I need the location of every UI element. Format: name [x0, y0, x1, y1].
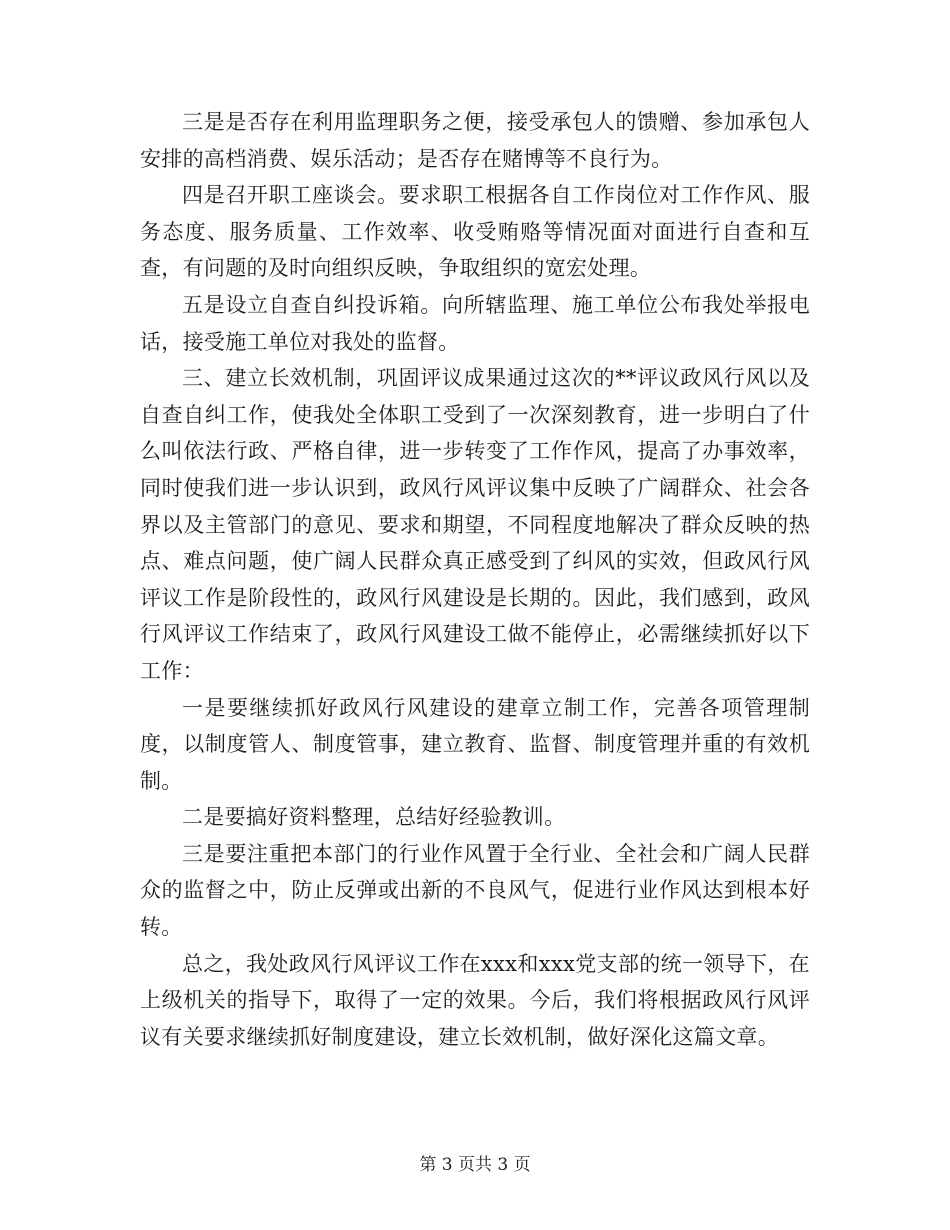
page-number-footer: 第 3 页共 3 页	[419, 1155, 531, 1175]
document-body	[140, 104, 810, 1055]
paragraph-item-3: 三是是否存在利用监理职务之便，接受承包人的馈赠、参加承包人安排的高档消费、娱乐活动；是否存在赌博等不良行为。	[140, 110, 810, 171]
paragraph-task-2: 二是要搞好资料整理，总结好经验教训。	[182, 805, 566, 830]
section-3-long-term-mechanism: 三、建立长效机制，巩固评议成果通过这次的**评议政风行风以及自查自纠工作，使我处全体职工受到了一次深刻教育，进一步明白了什么叫依法行政、严格自律，进一步转变了工作作风，提高了办事效率，同时使我们进一步认识到，政风行风评议集中反映了广阔群众、社会各界以及主管部门的意见、要求和期望，不同程度地解决了群众反映的热点、难点问题，使广阔人民群众真正感受到了纠风的实效，但政风行风评议工作是阶段性的，政风行风建设是长期的。因此，我们感到，政风行风评议工作结束了，政风行风建设工做不能停止，必需继续抓好以下工作：	[140, 366, 810, 683]
paragraph-conclusion: 总之，我处政风行风评议工作在xxx和xxx党支部的统一领导下，在上级机关的指导下，取得了一定的效果。今后，我们将根据政风行风评议有关要求继续抓好制度建设，建立长效机制，做好深化这篇文章。	[140, 951, 810, 1049]
paragraph-task-1: 一是要继续抓好政风行风建设的建章立制工作，完善各项管理制度，以制度管人、制度管事，建立教育、监督、制度管理并重的有效机制。	[140, 695, 810, 793]
paragraph-task-3: 三是要注重把本部门的行业作风置于全行业、全社会和广阔人民群众的监督之中，防止反弹或出新的不良风气，促进行业作风达到根本好转。	[140, 841, 810, 940]
paragraph-item-4: 四是召开职工座谈会。要求职工根据各自工作岗位对工作作风、服务态度、服务质量、工作效率、收受贿赂等情况面对面进行自查和互查，有问题的及时向组织反映，争取组织的宽宏处理。	[140, 183, 810, 281]
paragraph-item-5: 五是设立自查自纠投诉箱。向所辖监理、施工单位公布我处举报电话，接受施工单位对我处的监督。	[140, 292, 810, 354]
